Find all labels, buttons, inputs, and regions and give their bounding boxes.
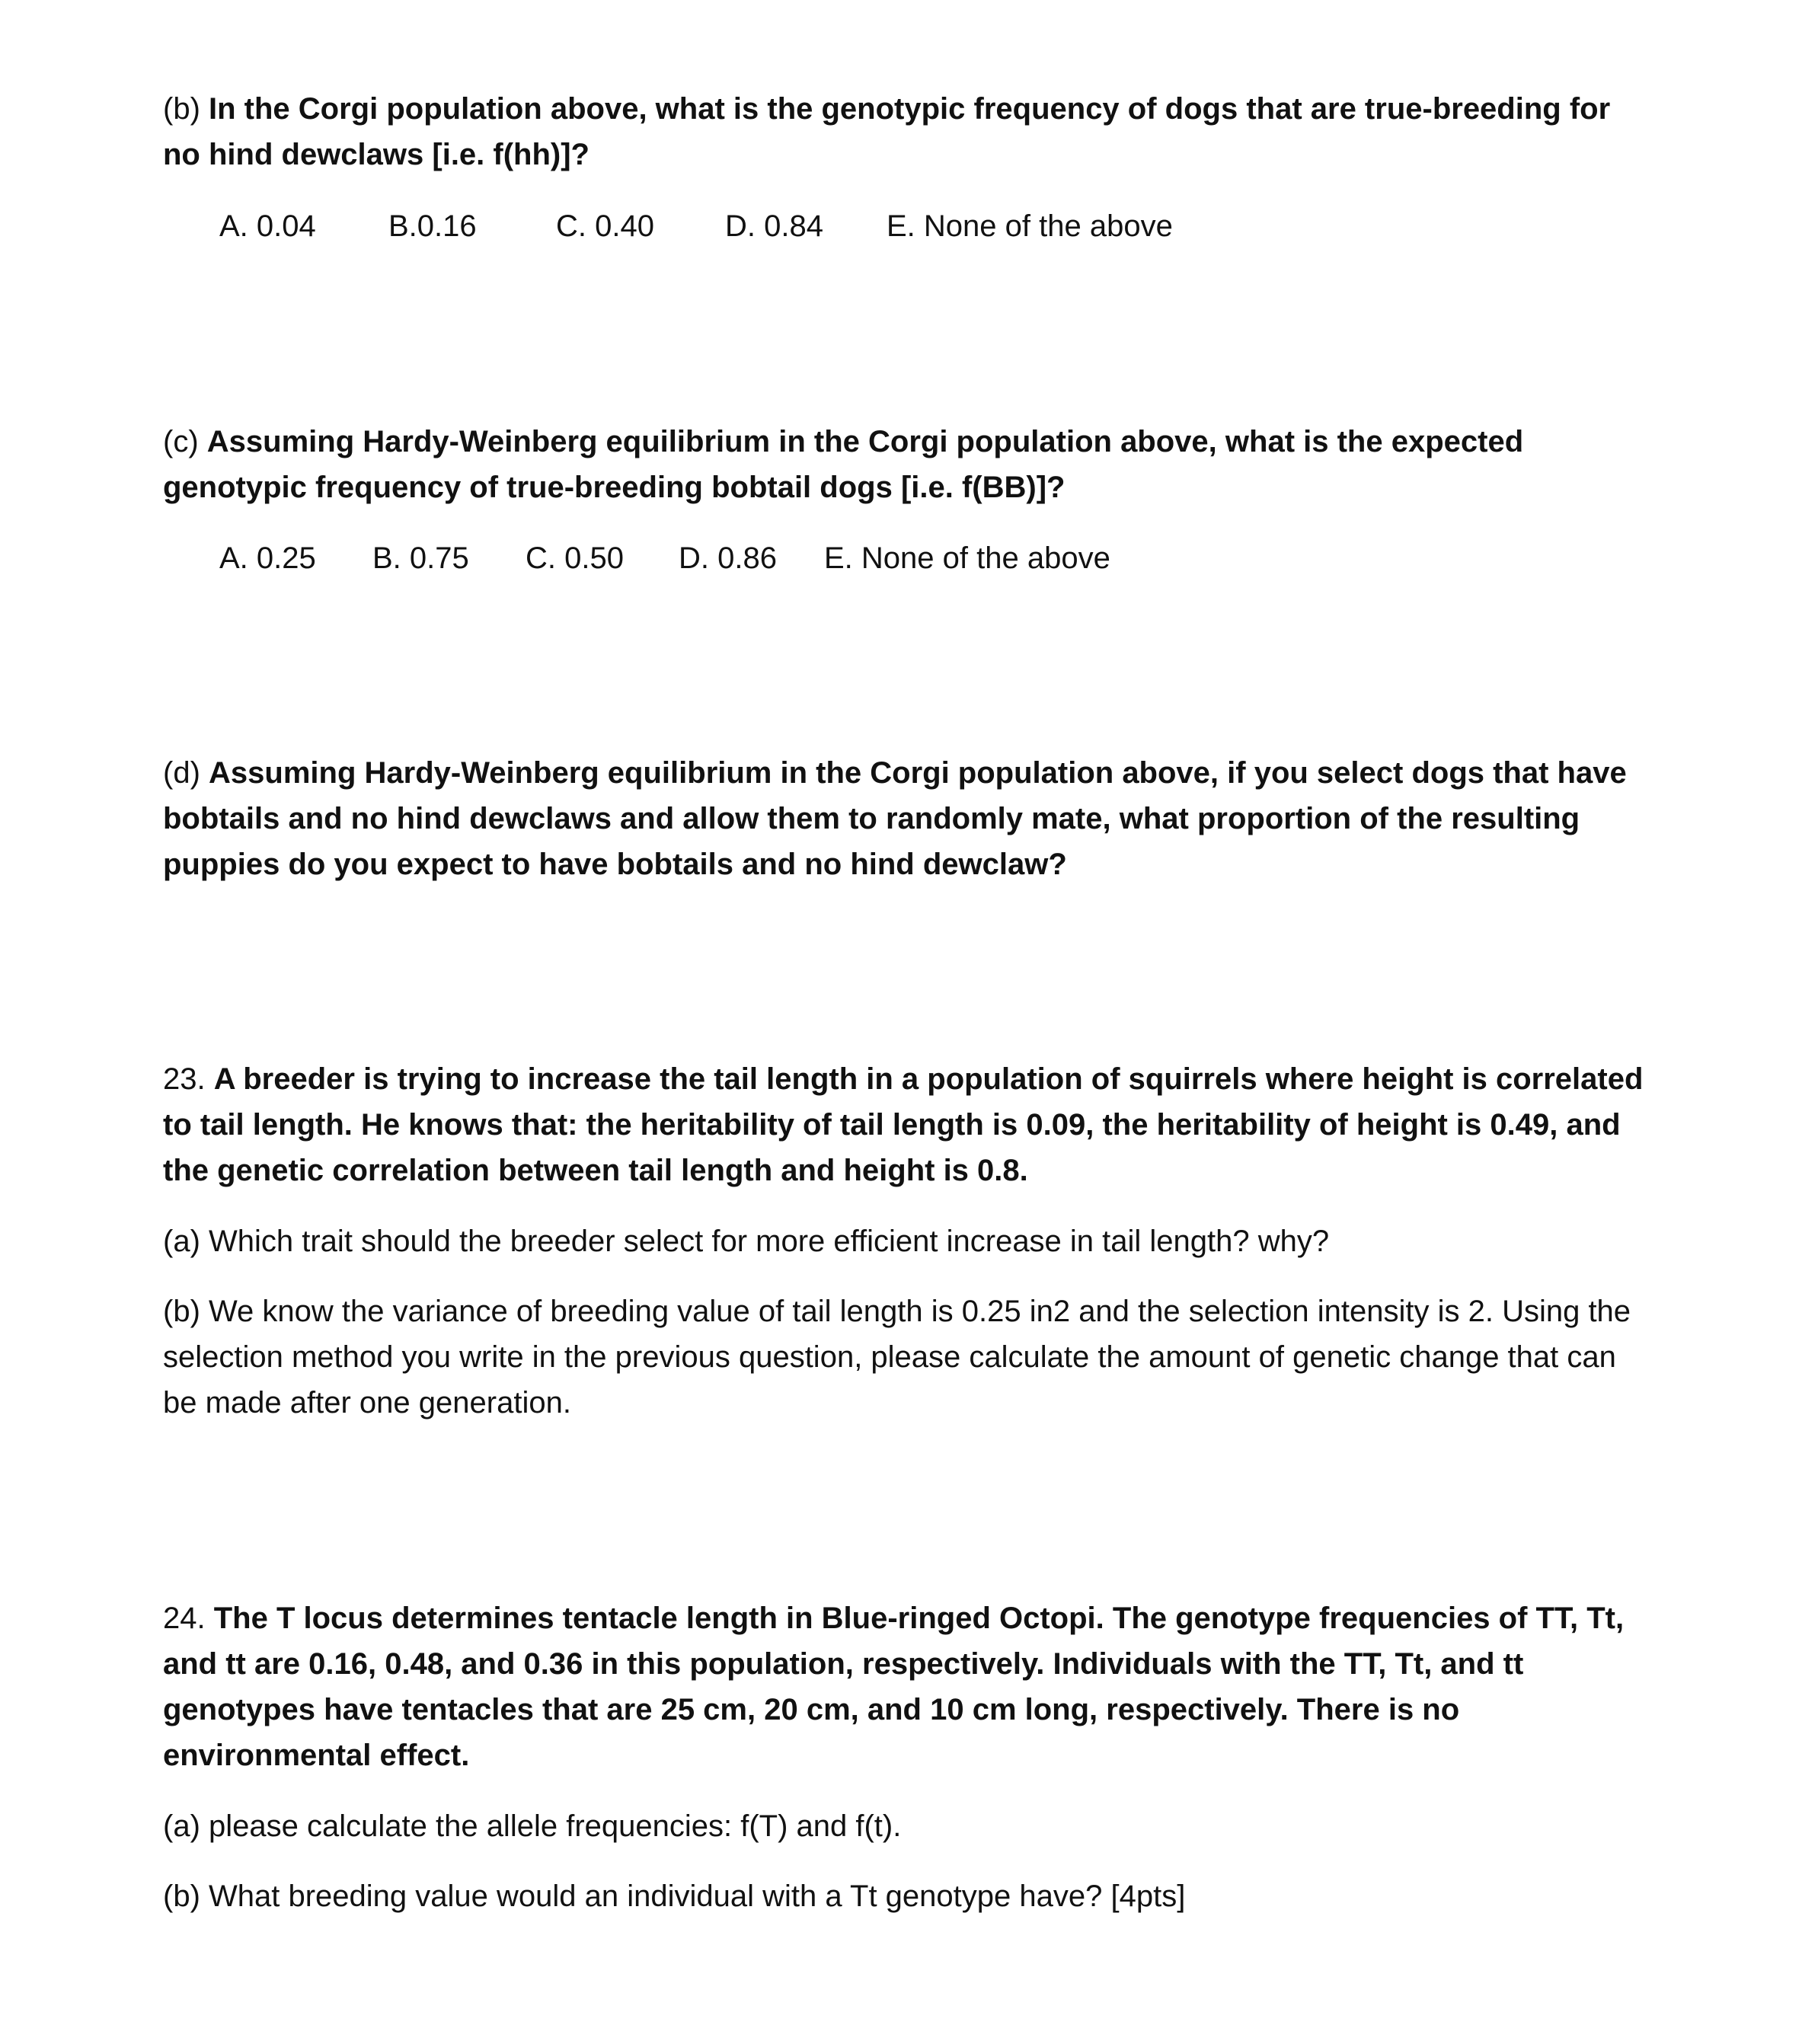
option-e: E. None of the above [824, 541, 1110, 575]
question-24 [163, 1595, 1656, 1778]
question-23a: (a) Which trait should the breeder select for more efficient increase in tail length? why? [163, 1225, 1330, 1258]
question-23 [163, 1056, 1656, 1193]
option-c: C. 0.40 [556, 209, 654, 243]
option-b: B. 0.75 [372, 541, 469, 575]
question-22b [163, 86, 1656, 177]
question-22d-text: Assuming Hardy-Weinberg equilibrium in the Corgi population above, if you select dogs that have bobtails and no hind dewclaws and allow them to randomly mate, what proportion of the resulting puppies do you expect to have bobtails and no hind dewclaw? [163, 756, 1627, 881]
question-24a: (a) please calculate the allele frequencies: f(T) and f(t). [163, 1809, 902, 1843]
question-23-text: A breeder is trying to increase the tail length in a population of squirrels where height is correlated to tail length. He knows that: the heritability of tail length is 0.09, the heritability of height is 0.49, and the genetic correlation between tail length and height is 0.8. [163, 1062, 1644, 1187]
option-d: D. 0.84 [725, 209, 823, 243]
question-24b: (b) What breeding value would an individual with a Tt genotype have? [4pts] [163, 1880, 1186, 1913]
question-22c-text: Assuming Hardy-Weinberg equilibrium in the Corgi population above, what is the expected genotypic frequency of true-breeding bobtail dogs [i.e. f(BB)]? [163, 425, 1524, 504]
question-23b: (b) We know the variance of breeding value of tail length is 0.25 in2 and the selection intensity is 2. Using the selection method you write in the previous question, please calculate the amount of genetic change that can be made after one generation. [163, 1295, 1631, 1420]
option-c: C. 0.50 [526, 541, 624, 575]
question-22d-label: (d) [163, 756, 200, 790]
question-22c-label: (c) [163, 425, 199, 458]
option-a: A. 0.25 [219, 541, 316, 575]
option-a: A. 0.04 [219, 209, 316, 243]
question-24-label: 24. [163, 1602, 206, 1635]
option-b: B.0.16 [388, 209, 477, 243]
option-d: D. 0.86 [679, 541, 777, 575]
question-22c [163, 419, 1656, 510]
option-e: E. None of the above [887, 209, 1173, 243]
question-22d [163, 750, 1656, 887]
question-24-text: The T locus determines tentacle length in Blue-ringed Octopi. The genotype frequencies of TT, Tt, and tt are 0.16, 0.48, and 0.36 in this population, respectively. Individuals with the TT, Tt, and tt genotypes have tentacles that are 25 cm, 20 cm, and 10 cm long, respectively. There is no environmental effect. [163, 1602, 1625, 1772]
question-22b-text: In the Corgi population above, what is the genotypic frequency of dogs that are true-breeding for no hind dewclaws [i.e. f(hh)]? [163, 92, 1611, 171]
question-23-label: 23. [163, 1062, 206, 1096]
question-22b-label: (b) [163, 92, 200, 126]
